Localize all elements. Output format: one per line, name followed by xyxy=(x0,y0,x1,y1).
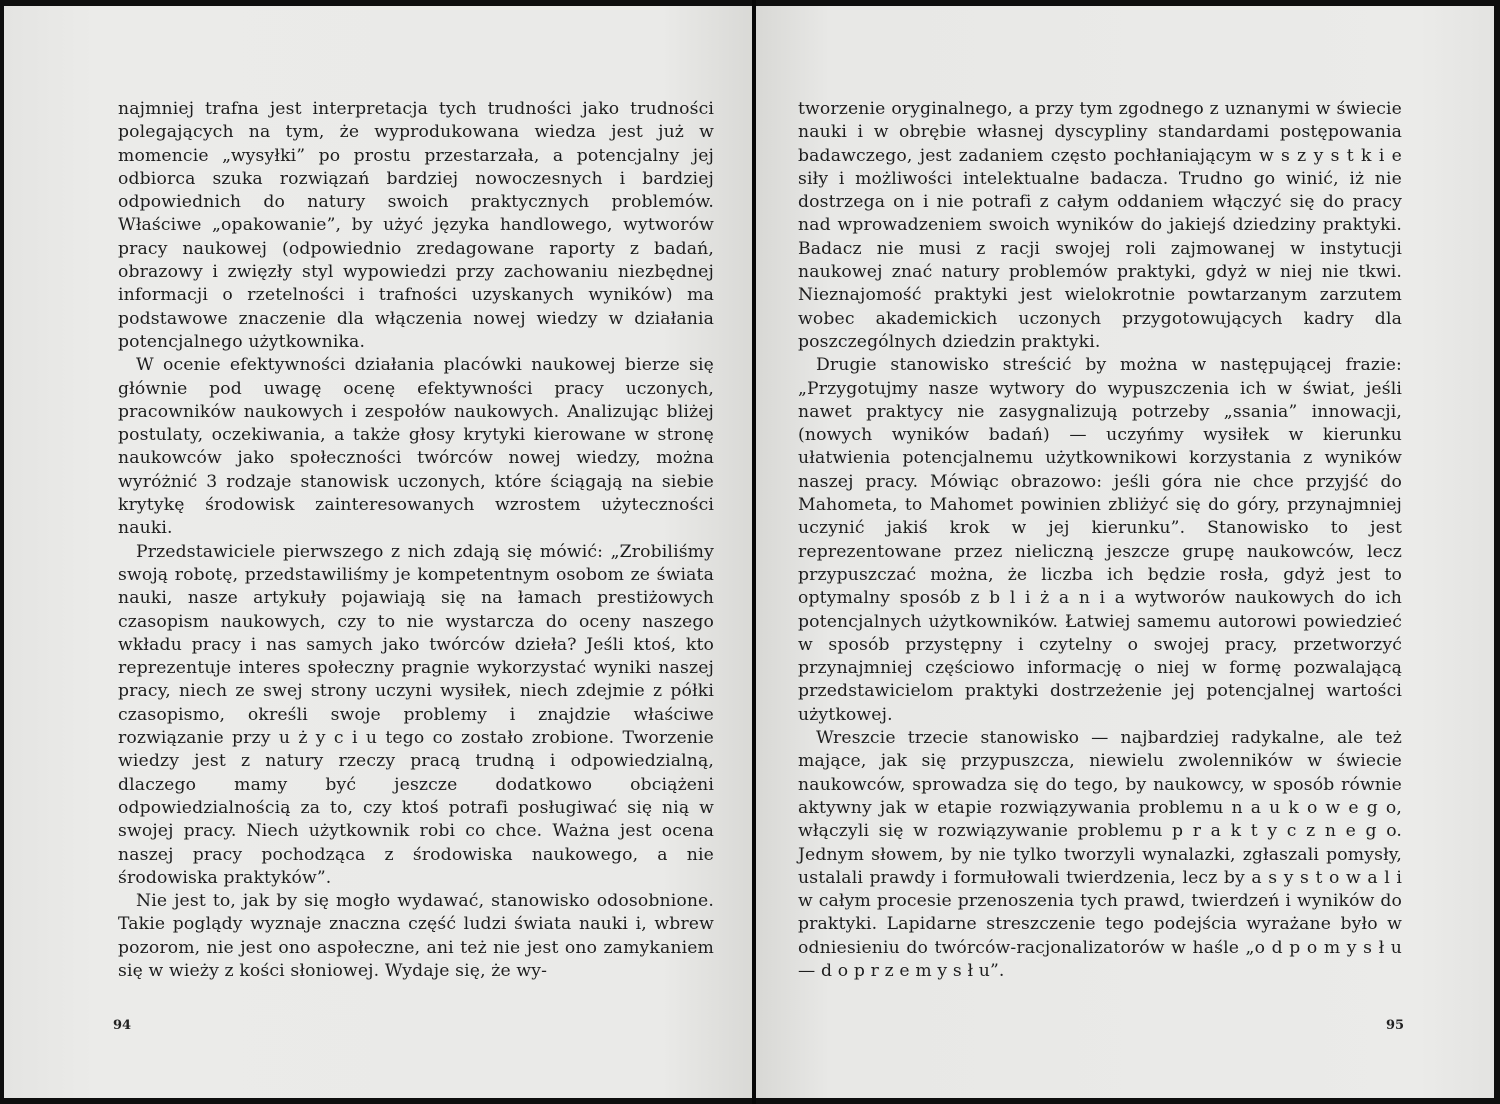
paragraph: tworzenie oryginalnego, a przy tym zgodnego z uznanymi w świecie nauki i w obrębie własnej dyscypliny standardami postępowania badawczego, jest zadaniem często pochłaniającym w s z y s t k i e siły i możliwości intelektualne badacza. Trudno go winić, iż nie dostrzega on i nie potrafi z całym oddaniem włączyć się do pracy nad wprowadzeniem swoich wyników do jakiejś dziedziny praktyki. Badacz nie musi z racji swojej roli zajmowanej w instytucji naukowej znać natury problemów praktyki, gdyż w niej nie tkwi. Nieznajomość praktyki jest wielokrotnie powtarzanym zarzutem wobec akademickich uczonych przygotowujących kadry dla poszczególnych dziedzin praktyki. xyxy=(798,99,1402,352)
paragraph: Nie jest to, jak by się mogło wydawać, stanowisko odosobnione. Takie poglądy wyznaje znaczna część ludzi świata nauki i, wbrew pozorom, nie jest ono aspołeczne, ani też nie jest ono zamykaniem się w wieży z kości słoniowej. Wydaje się, że wy- xyxy=(118,891,714,981)
left-page xyxy=(4,6,752,1098)
page-number: 94 xyxy=(113,1018,132,1033)
right-page-body xyxy=(798,98,1402,983)
paragraph: Drugie stanowisko streścić by można w następującej frazie: „Przygotujmy nasze wytwory do wypuszczenia ich w świat, jeśli nawet praktycy nie zasygnalizują potrzeby „ssania” innowacji, (nowych wyników badań) — uczyńmy wysiłek w kierunku ułatwienia potencjalnemu użytkownikowi korzystania z wyników naszej pracy. Mówiąc obrazowo: jeśli góra nie chce przyjść do Mahometa, to Mahomet powinien zbliżyć się do góry, przynajmniej uczynić jakiś krok w jej kierunku”. Stanowisko to jest reprezentowane przez nieliczną jeszcze grupę naukowców, lecz przypuszczać można, że liczba ich będzie rosła, gdyż jest to optymalny sposób z b l i ż a n i a wytworów naukowych do ich potencjalnych użytkowników. Łatwiej samemu autorowi powiedzieć w sposób przystępny i czytelny o swojej pracy, przetworzyć przynajmniej częściowo informację o niej w formę pozwalającą przedstawicielom praktyki dostrzeżenie jej potencjalnej wartości użytkowej. xyxy=(798,355,1402,725)
left-page-body xyxy=(118,98,714,983)
paragraph: najmniej trafna jest interpretacja tych trudności jako trudności polegających na tym, że wyprodukowana wiedza jest już w momencie „wysyłki” po prostu przestarzała, a potencjalny jej odbiorca szuka rozwiązań bardziej nowoczesnych i bardziej odpowiednich do natury swoich praktycznych problemów. Właściwe „opakowanie”, by użyć języka handlowego, wytworów pracy naukowej (odpowiednio zredagowane raporty z badań, obrazowy i zwięzły styl wypowiedzi przy zachowaniu niezbędnej informacji o rzetelności i trafności uzyskanych wyników) ma podstawowe znaczenie dla włączenia nowej wiedzy w działania potencjalnego użytkownika. xyxy=(118,99,714,352)
right-page xyxy=(756,6,1494,1098)
page-number: 95 xyxy=(1386,1018,1405,1033)
paragraph: W ocenie efektywności działania placówki naukowej bierze się głównie pod uwagę ocenę efektywności pracy uczonych, pracowników naukowych i zespołów naukowych. Analizując bliżej postulaty, oczekiwania, a także głosy krytyki kierowane w stronę naukowców jako społeczności twórców nowej wiedzy, można wyróżnić 3 rodzaje stanowisk uczonych, które ściągają na siebie krytykę środowisk zainteresowanych wzrostem użyteczności nauki. xyxy=(118,355,714,539)
paragraph: Przedstawiciele pierwszego z nich zdają się mówić: „Zrobiliśmy swoją robotę, przedstawiliśmy je kompetentnym osobom ze świata nauki, nasze artykuły pojawiają się na łamach prestiżowych czasopism naukowych, czy to nie wystarcza do oceny naszego wkładu pracy i nas samych jako twórców dzieła? Jeśli ktoś, kto reprezentuje interes społeczny pragnie wykorzystać wyniki naszej pracy, niech ze swej strony uczyni wysiłek, niech zdejmie z półki czasopismo, określi swoje problemy i znajdzie właściwe rozwiązanie przy u ż y c i u tego co zostało zrobione. Tworzenie wiedzy jest z natury rzeczy pracą trudną i odpowiedzialną, dlaczego mamy być jeszcze dodatkowo obciążeni odpowiedzialnością za to, czy ktoś potrafi posługiwać się nią w swojej pracy. Niech użytkownik robi co chce. Ważna jest ocena naszej pracy pochodząca z środowiska naukowego, a nie środowiska praktyków”. xyxy=(118,541,714,888)
paragraph: Wreszcie trzecie stanowisko — najbardziej radykalne, ale też mające, jak się przypuszcza, niewielu zwolenników w świecie naukowców, sprowadza się do tego, by naukowcy, w sposób równie aktywny jak w etapie rozwiązywania problemu n a u k o w e g o, włączyli się w rozwiązywanie problemu p r a k t y c z n e g o. Jednym słowem, by nie tylko tworzyli wynalazki, zgłaszali pomysły, ustalali prawdy i formułowali twierdzenia, lecz by a s y s t o w a l i w całym procesie przenoszenia tych prawd, twierdzeń i wyników do praktyki. Lapidarne streszczenie tego podejścia wyrażane było w odniesieniu do twórców-racjonalizatorów w haśle „o d p o m y s ł u — d o p r z e m y s ł u”. xyxy=(798,728,1402,981)
